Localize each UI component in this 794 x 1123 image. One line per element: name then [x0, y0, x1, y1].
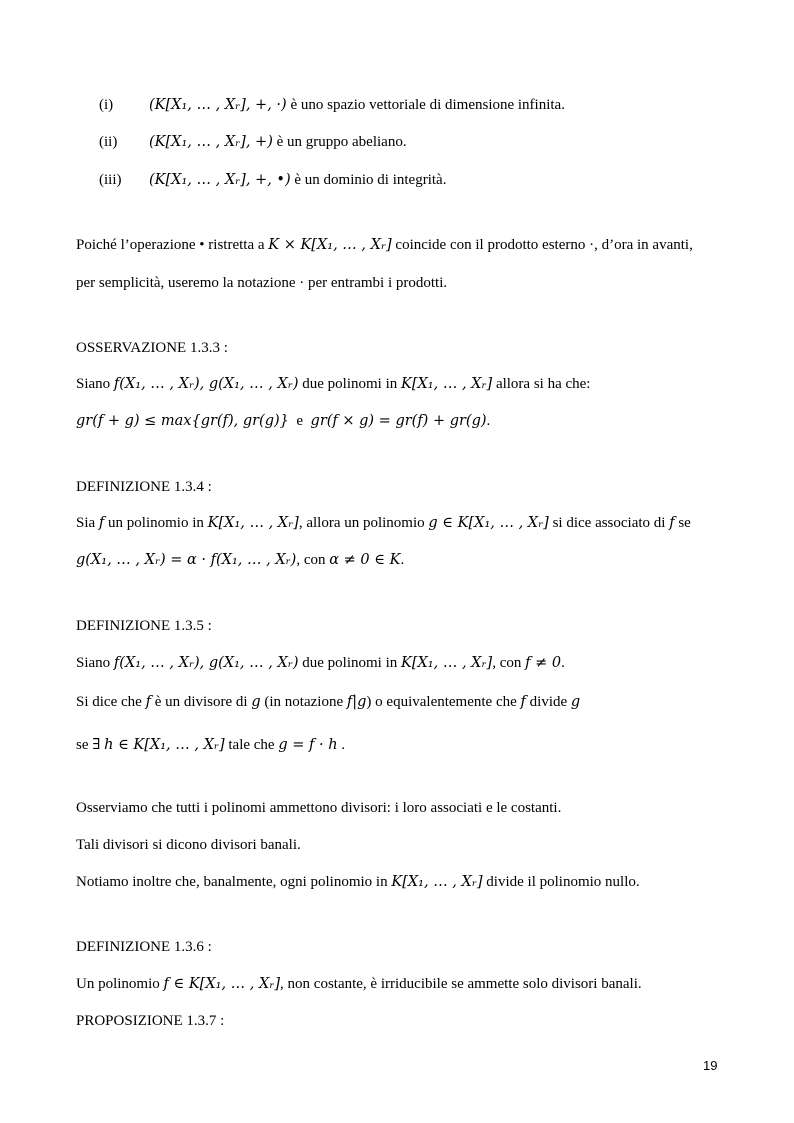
text: Siano — [76, 376, 114, 392]
math-expression: f ≠ 0 — [525, 655, 562, 671]
text: Notiamo inoltre che, banalmente, ogni polinomio in — [76, 874, 392, 890]
paragraph-line — [76, 974, 642, 994]
text: tale che — [224, 737, 279, 753]
list-item-ii — [99, 132, 407, 152]
text: due polinomi in — [298, 655, 401, 671]
list-text: è un gruppo abeliano. — [272, 134, 407, 150]
math-expression: g ∈ K[X₁, … , Xᵣ] — [428, 515, 549, 531]
math-expression: f — [98, 515, 105, 531]
text: un polinomio in — [104, 515, 208, 531]
text: . — [561, 655, 565, 671]
math-expression: K[X₁, … , Xᵣ] — [207, 515, 299, 531]
math-expression: g — [570, 694, 581, 710]
text: Si dice che — [76, 694, 146, 710]
paragraph-line — [76, 653, 565, 673]
section-heading: DEFINIZIONE 1.3.5 : — [76, 618, 212, 634]
math-expression: (K[X₁, … , Xᵣ], +, ·) — [149, 97, 287, 113]
text: ) o equivalentemente che — [366, 694, 521, 710]
math-expression: g = f · h — [278, 737, 338, 753]
text: . — [337, 737, 346, 753]
text: Sia — [76, 515, 99, 531]
list-item-i — [99, 95, 565, 115]
section-heading: DEFINIZIONE 1.3.4 : — [76, 479, 212, 495]
paragraph-line: Tali divisori si dicono divisori banali. — [76, 837, 301, 853]
text: . — [400, 552, 405, 568]
text: , allora un polinomio — [298, 515, 429, 531]
math-expression: f(X₁, … , Xᵣ), g(X₁, … , Xᵣ) — [113, 655, 299, 671]
math-expression: f — [669, 515, 675, 531]
math-expression: f — [145, 694, 151, 710]
text: si dice associato di — [548, 515, 670, 531]
math-expression: f — [520, 694, 526, 710]
paragraph-line: Osserviamo che tutti i polinomi ammettono divisori: i loro associati e le costanti. — [76, 800, 562, 816]
math-expression: (K[X₁, … , Xᵣ], +, •) — [149, 172, 291, 188]
text: divide il polinomio nullo. — [482, 874, 640, 890]
math-expression: g(X₁, … , Xᵣ) = α · f(X₁, … , Xᵣ) — [76, 552, 297, 568]
math-expression: K[X₁, … , Xᵣ] — [391, 874, 483, 890]
list-item-iii — [99, 170, 446, 190]
paragraph-line — [76, 550, 404, 570]
text: due polinomi in — [298, 376, 401, 392]
math-expression: f ∈ K[X₁, … , Xᵣ] — [163, 976, 281, 992]
formula-line — [76, 411, 490, 431]
text: , con — [296, 552, 330, 568]
text: se ∃ — [76, 737, 105, 753]
paragraph-line — [76, 235, 693, 255]
math-expression: K[X₁, … , Xᵣ] — [401, 376, 493, 392]
text: . — [486, 413, 491, 429]
math-expression: gr(f + g) ≤ max{gr(f), gr(g)} — [76, 413, 289, 429]
text: allora si ha che: — [492, 376, 591, 392]
text: se — [674, 515, 691, 531]
math-expression: K × K[X₁, … , Xᵣ] — [268, 237, 392, 253]
math-expression: f|g — [346, 694, 367, 710]
text: divide — [525, 694, 571, 710]
text: , non costante, è irriducibile se ammette solo divisori banali. — [280, 976, 642, 992]
section-heading: DEFINIZIONE 1.3.6 : — [76, 939, 212, 955]
math-expression: (K[X₁, … , Xᵣ], +) — [149, 134, 273, 150]
section-heading: PROPOSIZIONE 1.3.7 : — [76, 1013, 225, 1029]
math-expression: α ≠ 0 ∈ K — [329, 552, 401, 568]
text: coincide con il prodotto esterno ·, d’ora in avanti, — [391, 237, 693, 253]
page-number: 19 — [703, 1058, 718, 1073]
math-expression: K[X₁, … , Xᵣ] — [401, 655, 493, 671]
text: è un divisore di — [150, 694, 252, 710]
list-text: è uno spazio vettoriale di dimensione infinita. — [286, 97, 565, 113]
section-heading: OSSERVAZIONE 1.3.3 : — [76, 340, 228, 356]
text: , con — [492, 655, 526, 671]
text: Un polinomio — [76, 976, 164, 992]
list-text: è un dominio di integrità. — [290, 172, 447, 188]
text: Poiché l’operazione • ristretta a — [76, 237, 269, 253]
text: (in notazione — [260, 694, 347, 710]
paragraph-line — [76, 374, 590, 394]
paragraph-line — [76, 735, 345, 755]
paragraph-line: per semplicità, useremo la notazione · per entrambi i prodotti. — [76, 275, 448, 291]
paragraph-line — [76, 692, 580, 712]
math-expression: gr(f × g) = gr(f) + gr(g) — [310, 413, 487, 429]
math-expression: f(X₁, … , Xᵣ), g(X₁, … , Xᵣ) — [113, 376, 299, 392]
paragraph-line — [76, 513, 691, 533]
math-expression: h ∈ K[X₁, … , Xᵣ] — [104, 737, 225, 753]
list-label: (iii) — [99, 172, 122, 188]
paragraph-line — [76, 872, 640, 892]
text: Siano — [76, 655, 114, 671]
list-label: (ii) — [99, 134, 118, 150]
list-label: (i) — [99, 97, 114, 113]
math-expression: g — [251, 694, 261, 710]
text: e — [288, 413, 311, 429]
